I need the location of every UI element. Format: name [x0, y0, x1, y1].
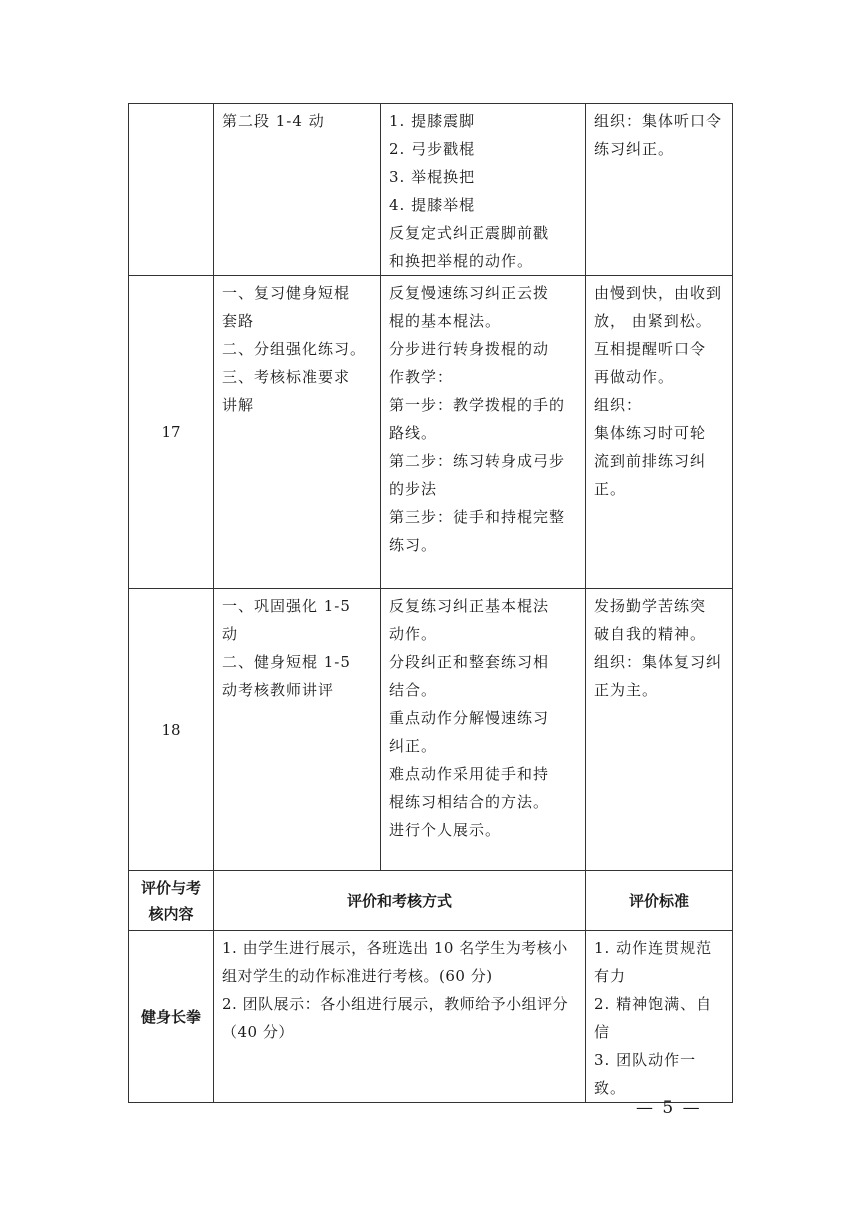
- method-line: 反复定式纠正震脚前戳: [389, 224, 550, 242]
- session-number-cell: [129, 104, 214, 276]
- eval-standard-line: 2. 精神饱满、自信: [594, 995, 713, 1041]
- method-line: 1. 提膝震脚: [389, 112, 476, 130]
- organization-line: 放， 由紧到松。: [594, 312, 712, 330]
- method-line: 反复练习纠正基本棍法: [389, 597, 550, 615]
- table-row: [129, 589, 733, 871]
- organization-cell: [586, 104, 733, 276]
- session-number: 18: [161, 720, 181, 739]
- method-line: 动作。: [389, 625, 438, 643]
- eval-method-line: 组对学生的动作标准进行考核。(60 分): [222, 967, 493, 985]
- table-row: [129, 276, 733, 589]
- method-line: 作教学：: [389, 368, 454, 386]
- organization-cell: [586, 276, 733, 589]
- method-line: 第一步：教学拨棍的手的: [389, 396, 566, 414]
- session-number-cell: [129, 276, 214, 589]
- organization-line: 再做动作。: [594, 368, 675, 386]
- content-line: 三、考核标准要求: [222, 368, 351, 386]
- method-line: 练习。: [389, 536, 438, 554]
- table-row: [129, 104, 733, 276]
- content-line: 一、复习健身短棍: [222, 284, 351, 302]
- session-number: 17: [161, 423, 181, 441]
- content-line: 讲解: [222, 396, 255, 414]
- method-cell: [381, 104, 586, 276]
- session-number-cell: [129, 589, 214, 871]
- method-line: 棍练习相结合的方法。: [389, 793, 550, 811]
- eval-item: 健身长拳: [129, 931, 214, 1103]
- organization-line: 组织：: [594, 396, 643, 414]
- content-line: 二、分组强化练习。: [222, 340, 367, 358]
- organization-line: 破自我的精神。: [594, 625, 707, 643]
- method-cell: [381, 589, 586, 871]
- eval-method-line: 1. 由学生进行展示，各班选出 10 名学生为考核小: [222, 939, 568, 957]
- content-line: 第二段 1-4 动: [222, 112, 325, 130]
- eval-standard-line: 有力: [594, 967, 627, 985]
- method-line: 4. 提膝举棍: [389, 196, 476, 214]
- method-line: 重点动作分解慢速练习: [389, 709, 550, 727]
- eval-method-cell: [214, 931, 586, 1103]
- method-line: 分步进行转身拨棍的动: [389, 340, 550, 358]
- eval-header-row: [129, 871, 733, 931]
- method-line: 难点动作采用徒手和持: [389, 765, 550, 783]
- page-number: — 5 —: [636, 1098, 702, 1118]
- eval-standard-line: 1. 动作连贯规范: [594, 939, 713, 957]
- eval-standard-line: 3. 团队动作一致。: [594, 1051, 697, 1097]
- eval-row: [129, 931, 733, 1103]
- content-line: 动考核教师讲评: [222, 681, 335, 699]
- eval-header-item-line: 评价与考: [140, 878, 201, 897]
- content-cell: [214, 276, 381, 589]
- method-cell: [381, 276, 586, 589]
- organization-line: 正。: [594, 480, 627, 498]
- lesson-table: [128, 103, 733, 1103]
- content-line: 二、健身短棍 1-5: [222, 653, 351, 671]
- organization-cell: [586, 589, 733, 871]
- method-line: 3. 举棍换把: [389, 168, 476, 186]
- method-line: 反复慢速练习纠正云拨: [389, 284, 550, 302]
- method-line: 第三步：徒手和持棍完整: [389, 508, 566, 526]
- content-cell: [214, 589, 381, 871]
- method-line: 结合。: [389, 681, 438, 699]
- method-line: 第二步：练习转身成弓步: [389, 452, 566, 470]
- eval-method-line: （40 分）: [222, 1023, 294, 1041]
- organization-line: 发扬勤学苦练突: [594, 597, 707, 615]
- content-line: 一、巩固强化 1-5: [222, 597, 351, 615]
- organization-line: 练习纠正。: [594, 140, 675, 158]
- content-line: 套路: [222, 312, 255, 330]
- content-cell: [214, 104, 381, 276]
- method-line: 棍的基本棍法。: [389, 312, 502, 330]
- organization-line: 互相提醒听口令: [594, 340, 707, 358]
- organization-line: 集体练习时可轮: [594, 424, 707, 442]
- method-line: 进行个人展示。: [389, 821, 502, 839]
- eval-method-line: 2. 团队展示：各小组进行展示，教师给予小组评分: [222, 995, 569, 1013]
- method-line: 纠正。: [389, 737, 438, 755]
- content-line: 动: [222, 625, 239, 643]
- method-line: 的步法: [389, 480, 438, 498]
- method-line: 路线。: [389, 424, 438, 442]
- method-line: 和换把举棍的动作。: [389, 252, 534, 270]
- method-line: 分段纠正和整套练习相: [389, 653, 550, 671]
- eval-header-method: 评价和考核方式: [214, 871, 586, 931]
- eval-header-item: [129, 871, 214, 931]
- eval-standard-cell: [586, 931, 733, 1103]
- method-line: 2. 弓步戳棍: [389, 140, 476, 158]
- eval-header-standard: 评价标准: [586, 871, 733, 931]
- organization-line: 由慢到快，由收到: [594, 284, 723, 302]
- organization-line: 组织：集体听口令: [594, 112, 723, 130]
- eval-header-item-line: 核内容: [148, 904, 194, 923]
- organization-line: 正为主。: [594, 681, 659, 699]
- organization-line: 组织：集体复习纠: [594, 653, 723, 671]
- organization-line: 流到前排练习纠: [594, 452, 707, 470]
